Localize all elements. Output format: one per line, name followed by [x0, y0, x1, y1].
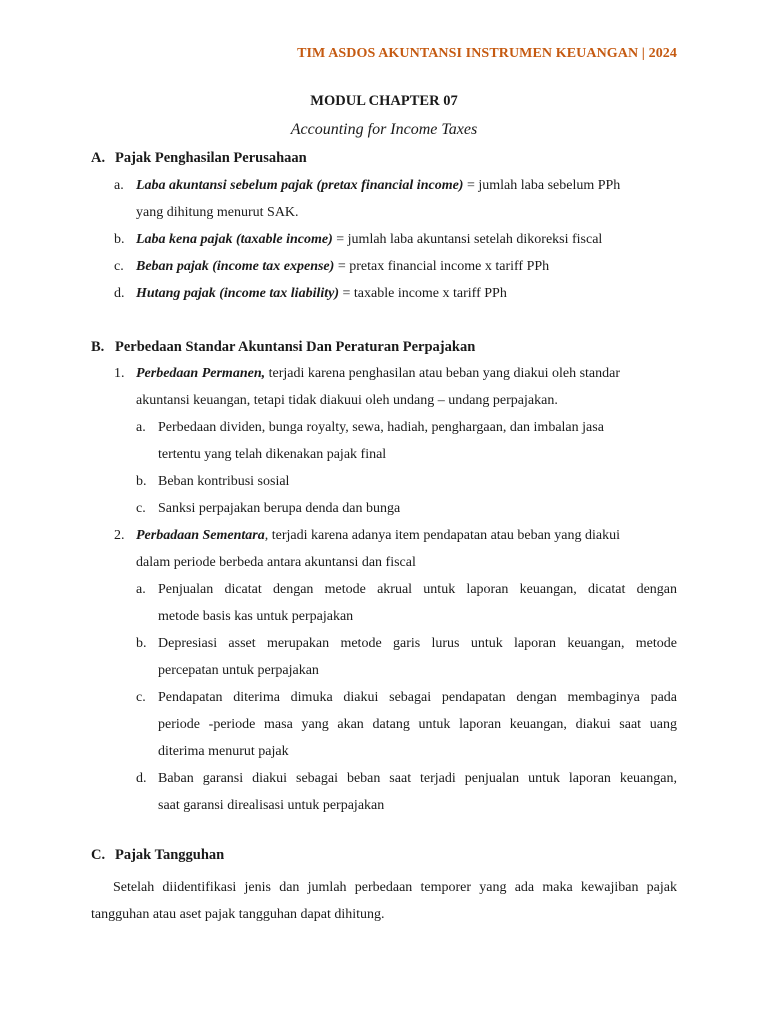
sub-list-item: Penjualan dicatat dengan metode akrual untuk laporan keuangan, dicatat dengan — [158, 582, 677, 597]
list-item — [136, 360, 620, 387]
section-a-letter: A. — [91, 150, 106, 166]
section-c-title: Pajak Tangguhan — [115, 847, 225, 863]
sub-list-item-continuation: saat garansi direalisasi untuk perpajakan — [158, 798, 385, 813]
list-item — [136, 280, 507, 307]
term-text: Perbedaan Permanen, — [136, 366, 266, 381]
section-b-title: Perbedaan Standar Akuntansi Dan Peraturan Perpajakan — [115, 339, 476, 355]
sub-list-item: Sanksi perpajakan berupa denda dan bunga — [158, 501, 401, 516]
item-text: = taxable income x tariff PPh — [339, 286, 507, 301]
item-text: = jumlah laba akuntansi setelah dikoreksi fiscal — [332, 232, 603, 247]
section-a-title: Pajak Penghasilan Perusahaan — [115, 150, 307, 166]
paragraph-line: Setelah diidentifikasi jenis dan jumlah perbedaan temporer yang ada maka kewajiban pajak — [113, 880, 677, 895]
sub-list-marker: b. — [136, 636, 147, 651]
list-marker: a. — [114, 178, 124, 193]
item-text: = jumlah laba sebelum PPh — [463, 178, 621, 193]
section-b-letter: B. — [91, 339, 105, 355]
sub-list-marker: a. — [136, 582, 146, 597]
list-marker: 2. — [114, 528, 125, 543]
paragraph-line: tangguhan atau aset pajak tangguhan dapat dihitung. — [91, 907, 385, 922]
list-item — [136, 522, 620, 549]
list-marker: 1. — [114, 366, 125, 381]
sub-list-item-continuation: percepatan untuk perpajakan — [158, 663, 319, 678]
list-item-continuation: akuntansi keuangan, tetapi tidak diakuui oleh undang – undang perpajakan. — [136, 393, 558, 408]
list-item-continuation: dalam periode berbeda antara akuntansi dan fiscal — [136, 555, 416, 570]
section-a-heading — [91, 150, 307, 167]
item-text: terjadi karena penghasilan atau beban yang diakui oleh standar — [265, 366, 621, 381]
sub-list-item-continuation: diterima menurut pajak — [158, 744, 289, 759]
sub-list-item: Baban garansi diakui sebagai beban saat terjadi penjualan untuk laporan keuangan, — [158, 771, 677, 786]
section-c-letter: C. — [91, 847, 106, 863]
term-text: Hutang pajak (income tax liability) — [136, 286, 339, 301]
sub-list-item-continuation: tertentu yang telah dikenakan pajak final — [158, 447, 387, 462]
item-text: , terjadi karena adanya item pendapatan atau beban yang diakui — [264, 528, 621, 543]
sub-list-marker: d. — [136, 771, 147, 786]
term-text: Beban pajak (income tax expense) — [136, 259, 335, 274]
page-header: TIM ASDOS AKUNTANSI INSTRUMEN KEUANGAN | 2024 — [297, 46, 677, 61]
list-marker: d. — [114, 286, 125, 301]
section-b-heading — [91, 339, 475, 356]
module-title: MODUL CHAPTER 07 — [310, 93, 458, 109]
sub-list-item: Beban kontribusi sosial — [158, 474, 290, 489]
sub-list-marker: b. — [136, 474, 147, 489]
sub-list-marker: a. — [136, 420, 146, 435]
item-text: = pretax financial income x tariff PPh — [334, 259, 550, 274]
list-item — [136, 172, 677, 199]
list-item-continuation: yang dihitung menurut SAK. — [136, 205, 299, 220]
term-text: Laba kena pajak (taxable income) — [136, 232, 333, 247]
sub-list-item: Perbedaan dividen, bunga royalty, sewa, hadiah, penghargaan, dan imbalan jasa — [158, 420, 604, 435]
term-text: Laba akuntansi sebelum pajak (pretax financial income) — [136, 178, 464, 193]
sub-list-item: Depresiasi asset merupakan metode garis lurus untuk laporan keuangan, metode — [158, 636, 677, 651]
sub-list-item-continuation: metode basis kas untuk perpajakan — [158, 609, 354, 624]
sub-list-marker: c. — [136, 690, 146, 705]
term-text: Perbadaan Sementara — [136, 528, 265, 543]
list-marker: b. — [114, 232, 125, 247]
sub-list-item-continuation: periode -periode masa yang akan datang untuk laporan keuangan, diakui saat uang — [158, 717, 677, 732]
list-item — [136, 226, 602, 253]
section-c-heading — [91, 847, 224, 864]
sub-list-marker: c. — [136, 501, 146, 516]
list-marker: c. — [114, 259, 124, 274]
module-subtitle: Accounting for Income Taxes — [290, 121, 478, 138]
list-item — [136, 253, 549, 280]
sub-list-item: Pendapatan diterima dimuka diakui sebagai pendapatan dengan membaginya pada — [158, 690, 677, 705]
